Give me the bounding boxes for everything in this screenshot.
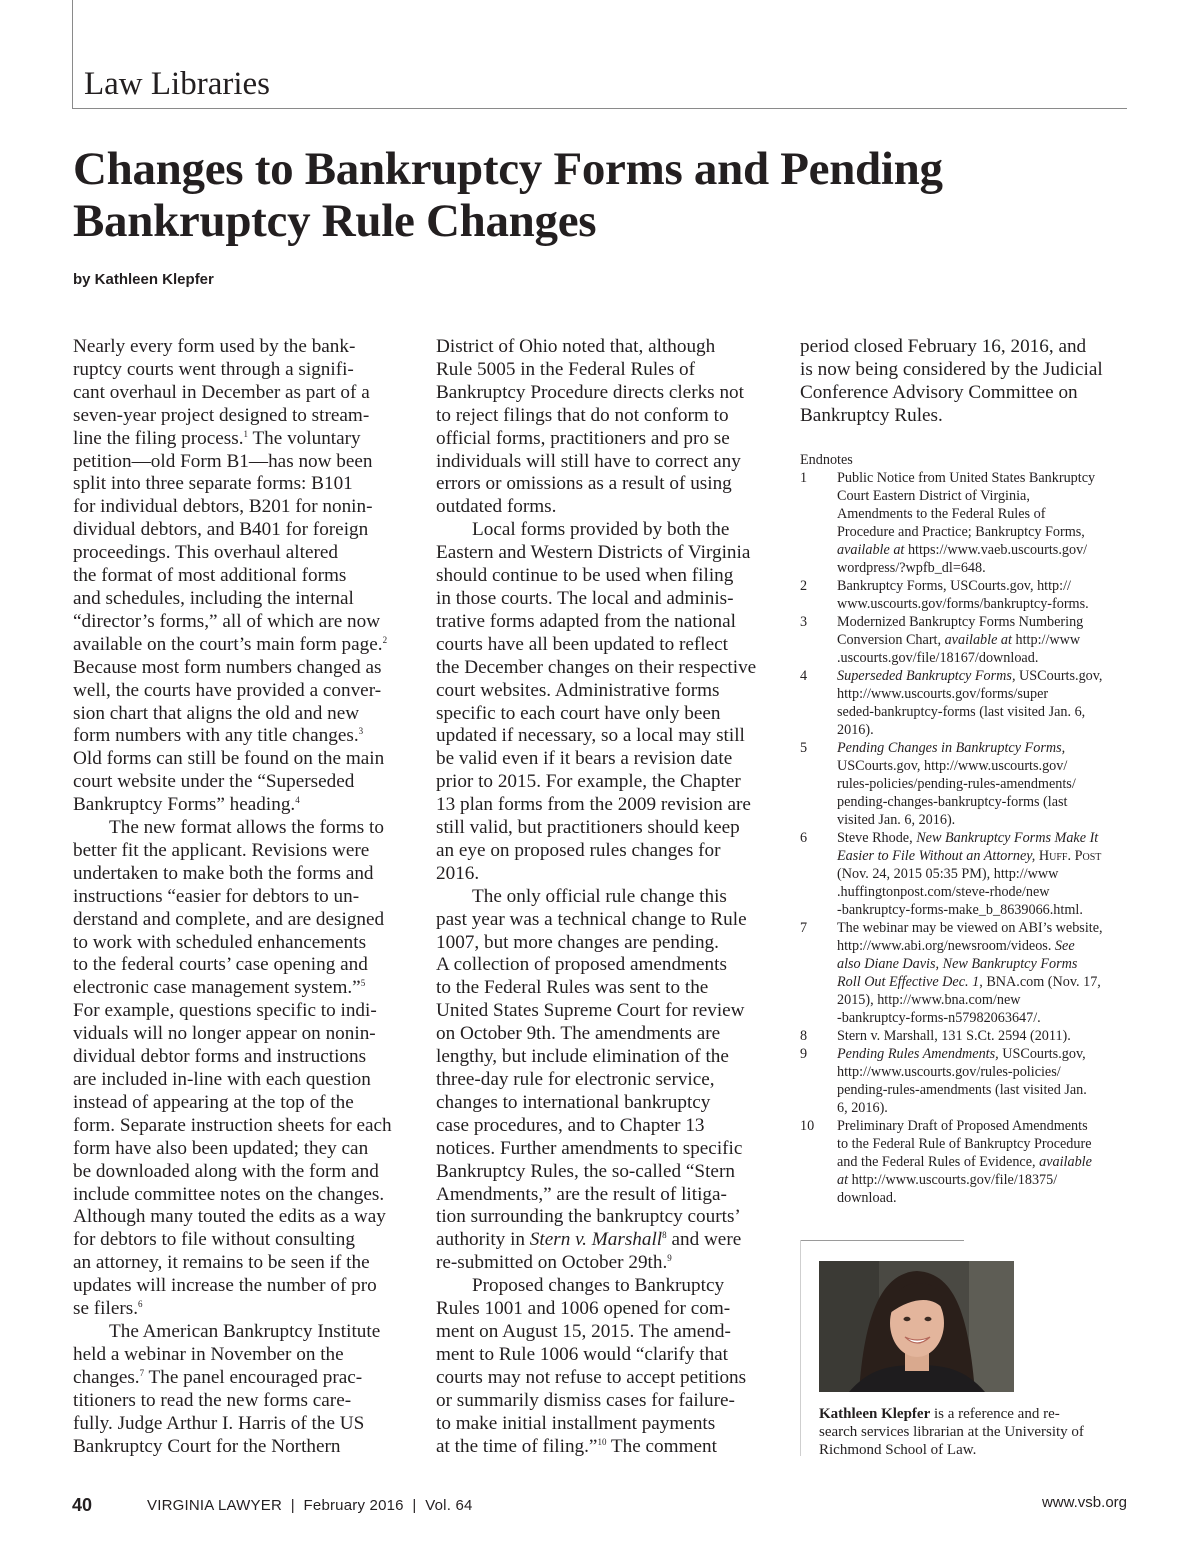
endnote-italic: available at	[944, 632, 1012, 648]
text-line: viduals will no longer appear on nonin-	[73, 1023, 376, 1045]
endnote-line: Court Eastern District of Virginia,	[837, 488, 1030, 504]
text-line	[73, 428, 403, 451]
endnote-number: 8	[800, 1028, 808, 1044]
text-fragment: re-submitted on October 29th.	[436, 1252, 668, 1274]
endnote-italic: See	[1054, 938, 1075, 954]
text-line: three-day rule for electronic service,	[436, 1069, 715, 1090]
text-line: the December changes on their respective	[436, 656, 757, 678]
text-line: to the federal courts’ case opening and	[73, 954, 368, 976]
text-line: Rule 5005 in the Federal Rules of	[436, 358, 695, 380]
endnote-line: to the Federal Rule of Bankruptcy Procedure	[837, 1136, 1092, 1152]
endnote-line	[837, 1045, 1130, 1063]
endnote-ref: 5	[360, 978, 366, 989]
text-line: period closed February 16, 2016, and	[800, 336, 1087, 357]
endnote-line: visited Jan. 6, 2016).	[837, 812, 956, 828]
text-line: updates will increase the number of pro	[73, 1275, 377, 1297]
case-name: Stern v. Marshall	[529, 1229, 663, 1251]
text-line: Eastern and Western Districts of Virginia	[436, 542, 751, 564]
headline-line: Bankruptcy Rule Changes	[73, 195, 597, 247]
endnote-line: seded-bankruptcy-forms (last visited Jan. 6,	[837, 704, 1086, 720]
endnote-ref: 8	[662, 1230, 667, 1241]
text-fragment: line the filing process.	[73, 427, 244, 449]
headline-line: Changes to Bankruptcy Forms and Pending	[73, 143, 943, 195]
text-line: ment to Rule 1006 would “clarify that	[436, 1343, 729, 1365]
text-fragment: USCourts.gov,	[1015, 668, 1103, 684]
text-fragment: BNA.com (Nov. 17,	[982, 974, 1101, 990]
page-number: 40	[72, 1495, 93, 1515]
endnote-ref: 10	[597, 1436, 607, 1447]
endnote-number: 2	[800, 578, 808, 594]
text-line: the format of most additional forms	[73, 565, 347, 587]
text-line: be downloaded along with the form and	[73, 1160, 379, 1182]
text-line: Although many touted the edits as a way	[73, 1206, 386, 1228]
bio-side-rule	[800, 1240, 801, 1456]
endnote-line: Procedure and Practice; Bankruptcy Forms,	[837, 524, 1085, 540]
endnote-line	[837, 847, 1130, 865]
endnote-item	[800, 1045, 1130, 1117]
endnote-line: .uscourts.gov/file/18167/download.	[837, 650, 1039, 666]
text-line: The only official rule change this	[472, 885, 727, 907]
endnote-line: 2016).	[837, 722, 874, 738]
text-line: held a webinar in November on the	[73, 1343, 344, 1365]
text-line: The American Bankruptcy Institute	[109, 1320, 381, 1342]
text-fragment: electronic case management system.”	[73, 977, 361, 999]
text-line: form. Separate instruction sheets for each	[73, 1114, 392, 1136]
text-line: are included in-line with each question	[73, 1069, 371, 1090]
endnote-line: http://www.uscourts.gov/forms/super	[837, 686, 1049, 702]
text-line: 13 plan forms from the 2009 revision are	[436, 794, 751, 816]
text-line: well, the courts have provided a conver-	[73, 679, 382, 701]
text-fragment: Huff. Post	[1035, 848, 1102, 864]
text-line: specific to each court have only been	[436, 702, 721, 724]
text-line: Rules 1001 and 1006 opened for com-	[436, 1298, 731, 1320]
bio-line: search services librarian at the University of	[819, 1424, 1084, 1440]
text-line: ment on August 15, 2015. The amend-	[436, 1320, 731, 1342]
text-line: trative forms adapted from the national	[436, 610, 736, 632]
endnote-ref: 4	[295, 795, 300, 806]
text-line: form have also been updated; they can	[73, 1137, 369, 1159]
endnote-number: 3	[800, 614, 808, 630]
text-line: Amendments,” are the result of litiga-	[436, 1183, 727, 1205]
article-column-2	[436, 336, 768, 1458]
endnote-item	[800, 919, 1130, 1027]
text-fragment: http://www.abi.org/newsroom/videos.	[837, 938, 1055, 954]
text-line: updated if necessary, so a local may still	[436, 725, 745, 747]
endnote-line	[837, 955, 1130, 973]
text-line: courts have all been updated to reflect	[436, 633, 728, 655]
text-fragment: and the Federal Rules of Evidence,	[837, 1154, 1040, 1170]
endnote-line: download.	[837, 1190, 897, 1206]
text-line: sion chart that aligns the old and new	[73, 702, 360, 724]
text-line: or summarily dismiss cases for failure-	[436, 1389, 735, 1411]
endnote-italic: Pending Rules Amendments,	[837, 1046, 999, 1062]
article-column-3	[800, 336, 1130, 428]
text-line: Conference Advisory Committee on	[800, 381, 1078, 403]
text-line: cant overhaul in December as part of a	[73, 381, 370, 403]
endnote-italic: available	[1039, 1154, 1092, 1170]
text-line: past year was a technical change to Rule	[436, 908, 747, 930]
endnote-line: rules-policies/pending-rules-amendments/	[837, 776, 1076, 792]
endnote-line: wordpress/?wpfb_dl=648.	[837, 560, 986, 576]
endnote-line	[837, 829, 1130, 847]
endnote-number: 4	[800, 668, 808, 684]
text-line: dividual debtors, and B401 for foreign	[73, 519, 369, 541]
endnote-line: Preliminary Draft of Proposed Amendments	[837, 1118, 1088, 1134]
text-line	[73, 977, 403, 1000]
author-bio	[819, 1405, 1119, 1459]
text-line: to make initial installment payments	[436, 1412, 716, 1434]
text-fragment: https://www.vaeb.uscourts.gov/	[904, 542, 1088, 558]
endnote-line	[837, 667, 1130, 685]
endnote-italic: Easier to File Without an Attorney,	[837, 848, 1036, 864]
text-line	[73, 725, 403, 748]
endnote-ref: 2	[382, 634, 388, 645]
endnote-italic: also Diane Davis, New Bankruptcy Forms	[837, 956, 1078, 972]
text-fragment: The panel encouraged prac-	[144, 1366, 363, 1388]
endnote-item	[800, 613, 1130, 667]
text-line: Bankruptcy Procedure directs clerks not	[436, 381, 744, 403]
text-line: official forms, practitioners and pro se	[436, 427, 730, 449]
endnote-italic: New Bankruptcy Forms Make It	[916, 830, 1099, 846]
text-line: prior to 2015. For example, the Chapter	[436, 771, 741, 793]
text-fragment: available on the court’s main form page.	[73, 633, 383, 655]
bio-line	[819, 1405, 1119, 1423]
endnote-item	[800, 1027, 1130, 1045]
endnote-line: .huffingtonpost.com/steve-rhode/new	[837, 884, 1050, 900]
endnote-item	[800, 1117, 1130, 1207]
endnote-line: 2015), http://www.bna.com/new	[837, 992, 1021, 1008]
text-line: instructions “easier for debtors to un-	[73, 885, 360, 907]
text-line: courts may not refuse to accept petitions	[436, 1366, 747, 1388]
endnote-line: Bankruptcy Forms, USCourts.gov, http://	[837, 578, 1071, 594]
text-line: instead of appearing at the top of the	[73, 1091, 354, 1113]
endnote-line	[837, 739, 1130, 757]
endnote-line: -bankruptcy-forms-make_b_8639066.html.	[837, 902, 1083, 918]
text-line: “director’s forms,” all of which are now	[73, 610, 381, 632]
publication-info: VIRGINIA LAWYER | February 2016 | Vol. 64	[147, 1497, 473, 1514]
text-line: be valid even if it bears a revision date	[436, 748, 733, 770]
endnote-italic: Superseded Bankruptcy Forms,	[837, 668, 1016, 684]
text-line: notices. Further amendments to specific	[436, 1137, 743, 1159]
text-line: and schedules, including the internal	[73, 587, 354, 609]
text-line: to the Federal Rules was sent to the	[436, 977, 709, 999]
endnote-ref: 7	[139, 1367, 145, 1378]
endnote-number: 5	[800, 740, 808, 756]
text-line: to work with scheduled enhancements	[73, 931, 367, 953]
text-line: titioners to read the new forms care-	[73, 1389, 352, 1411]
endnote-item	[800, 667, 1130, 739]
text-line	[73, 794, 403, 817]
text-line: Bankruptcy Rules.	[800, 404, 943, 426]
text-line: Bankruptcy Court for the Northern	[73, 1435, 341, 1457]
endnote-line: http://www.uscourts.gov/rules-policies/	[837, 1064, 1061, 1080]
text-line: an attorney, it remains to be seen if the	[73, 1252, 370, 1274]
endnote-ref: 9	[667, 1253, 672, 1264]
text-line: court website under the “Superseded	[73, 771, 355, 793]
text-line: ruptcy courts went through a signifi-	[73, 358, 354, 380]
text-line: fully. Judge Arthur I. Harris of the US	[73, 1412, 365, 1434]
text-line: dividual debtor forms and instructions	[73, 1046, 367, 1068]
article-column-1	[73, 336, 403, 1458]
text-line: in those courts. The local and adminis-	[436, 587, 734, 609]
endnote-line: Modernized Bankruptcy Forms Numbering	[837, 614, 1084, 630]
text-fragment: http://www	[1011, 632, 1081, 648]
endnote-item	[800, 739, 1130, 829]
endnote-line	[837, 631, 1130, 649]
text-line: to reject filings that do not conform to	[436, 404, 729, 426]
text-fragment: The voluntary	[248, 427, 361, 449]
text-fragment: USCourts.gov,	[998, 1046, 1086, 1062]
endnote-italic: Pending Changes in Bankruptcy Forms,	[837, 740, 1066, 756]
endnote-line: Public Notice from United States Bankruptcy	[837, 470, 1096, 486]
endnote-line	[837, 1153, 1130, 1171]
bio-top-rule	[800, 1240, 964, 1241]
endnote-italic: Roll Out Effective Dec. 1,	[837, 974, 983, 990]
text-line: Nearly every form used by the bank-	[73, 336, 356, 357]
text-line	[436, 1436, 768, 1459]
endnote-line: Stern v. Marshall, 131 S.Ct. 2594 (2011).	[837, 1028, 1071, 1044]
endnote-line: pending-rules-amendments (last visited Jan.	[837, 1082, 1087, 1098]
endnote-item	[800, 577, 1130, 613]
endnote-line: The webinar may be viewed on ABI’s website,	[837, 920, 1103, 936]
text-fragment: Conversion Chart,	[837, 632, 945, 648]
text-fragment: changes.	[73, 1366, 140, 1388]
text-line: Bankruptcy Rules, the so-called “Stern	[436, 1160, 735, 1182]
text-line: 2016.	[436, 862, 480, 884]
text-line: still valid, but practitioners should keep	[436, 817, 740, 839]
text-line: A collection of proposed amendments	[436, 954, 727, 976]
endnote-italic: at	[837, 1172, 849, 1188]
text-line: for debtors to file without consulting	[73, 1229, 355, 1251]
text-line: petition—old Form B1—has now been	[73, 450, 373, 472]
text-line: For example, questions specific to indi-	[73, 1000, 377, 1022]
endnotes-title: Endnotes	[800, 452, 853, 468]
endnote-line	[837, 541, 1130, 559]
text-line: better fit the applicant. Revisions were	[73, 839, 370, 861]
author-name: Kathleen Klepfer	[819, 1406, 931, 1422]
text-line: derstand and complete, and are designed	[73, 908, 385, 930]
endnote-ref: 6	[138, 1299, 143, 1310]
text-fragment: and were	[666, 1229, 742, 1251]
text-line: The new format allows the forms to	[109, 817, 384, 839]
endnote-italic: available at	[837, 542, 905, 558]
text-line: Local forms provided by both the	[472, 519, 730, 541]
text-fragment: se filers.	[73, 1298, 139, 1320]
endnote-line: (Nov. 24, 2015 05:35 PM), http://www	[837, 866, 1059, 882]
endnote-line	[837, 937, 1130, 955]
endnote-number: 1	[800, 470, 808, 486]
text-line	[436, 1229, 768, 1252]
text-fragment: The comment	[606, 1435, 717, 1457]
text-line: errors or omissions as a result of using	[436, 473, 732, 495]
text-line: undertaken to make both the forms and	[73, 862, 374, 884]
text-fragment: form numbers with any title changes.	[73, 725, 359, 747]
article-headline	[73, 143, 1073, 247]
text-line: Because most form numbers changed as	[73, 656, 382, 678]
author-photo	[819, 1261, 1014, 1392]
text-line: should continue to be used when filing	[436, 565, 734, 587]
bio-line: Richmond School of Law.	[819, 1442, 977, 1458]
text-line: on October 9th. The amendments are	[436, 1023, 721, 1045]
endnotes	[800, 451, 1130, 1207]
text-line: Old forms can still be found on the main	[73, 748, 385, 770]
endnote-ref: 1	[243, 428, 249, 439]
endnote-line: USCourts.gov, http://www.uscourts.gov/	[837, 758, 1068, 774]
endnote-line: 6, 2016).	[837, 1100, 888, 1116]
text-line: for individual debtors, B201 for nonin-	[73, 496, 373, 518]
endnote-line: www.uscourts.gov/forms/bankruptcy-forms.	[837, 596, 1089, 612]
text-fragment: at the time of filing.”	[436, 1435, 598, 1457]
text-fragment: http://www.uscourts.gov/file/18375/	[848, 1172, 1058, 1188]
text-line	[73, 634, 403, 657]
endnote-line	[837, 1171, 1130, 1189]
text-fragment: is a reference and re-	[930, 1406, 1060, 1422]
text-line: District of Ohio noted that, although	[436, 336, 716, 357]
text-line: United States Supreme Court for review	[436, 1000, 745, 1022]
text-line	[73, 1367, 403, 1390]
endnote-number: 9	[800, 1046, 808, 1062]
header-vertical-rule	[72, 0, 73, 108]
text-line: court websites. Administrative forms	[436, 679, 720, 701]
text-line: changes to international bankruptcy	[436, 1091, 711, 1113]
endnote-number: 7	[800, 920, 808, 936]
text-line: 1007, but more changes are pending.	[436, 931, 719, 953]
endnote-item	[800, 469, 1130, 577]
byline: by Kathleen Klepfer	[73, 271, 214, 288]
author-portrait-icon	[819, 1261, 1014, 1392]
section-title: Law Libraries	[84, 66, 270, 102]
text-line	[436, 1252, 768, 1275]
endnote-line: -bankruptcy-forms-n57982063647/.	[837, 1010, 1041, 1026]
text-line: include committee notes on the changes.	[73, 1183, 385, 1205]
endnote-number: 10	[800, 1118, 815, 1134]
text-line: seven-year project designed to stream-	[73, 404, 370, 426]
text-line: lengthy, but include elimination of the	[436, 1046, 729, 1068]
endnote-number: 6	[800, 830, 808, 846]
text-line: tion surrounding the bankruptcy courts’	[436, 1206, 741, 1228]
text-line: Proposed changes to Bankruptcy	[472, 1275, 725, 1297]
endnote-ref: 3	[358, 726, 364, 737]
text-fragment: Bankruptcy Forms” heading.	[73, 794, 296, 816]
text-line: split into three separate forms: B101	[73, 473, 353, 495]
website-url: www.vsb.org	[1041, 1494, 1127, 1511]
text-line: case procedures, and to Chapter 13	[436, 1114, 705, 1136]
text-line: is now being considered by the Judicial	[800, 358, 1103, 380]
endnote-line: Amendments to the Federal Rules of	[837, 506, 1046, 522]
text-fragment: Steve Rhode,	[837, 830, 917, 846]
text-fragment: authority in	[436, 1229, 530, 1251]
endnote-line: pending-changes-bankruptcy-forms (last	[837, 794, 1068, 810]
endnote-item	[800, 829, 1130, 919]
endnote-line	[837, 973, 1130, 991]
header-horizontal-rule	[72, 108, 1127, 109]
text-line: outdated forms.	[436, 496, 557, 518]
text-line: an eye on proposed rules changes for	[436, 839, 721, 861]
text-line: individuals will still have to correct any	[436, 450, 741, 472]
text-line: proceedings. This overhaul altered	[73, 542, 338, 564]
text-line	[73, 1298, 403, 1321]
